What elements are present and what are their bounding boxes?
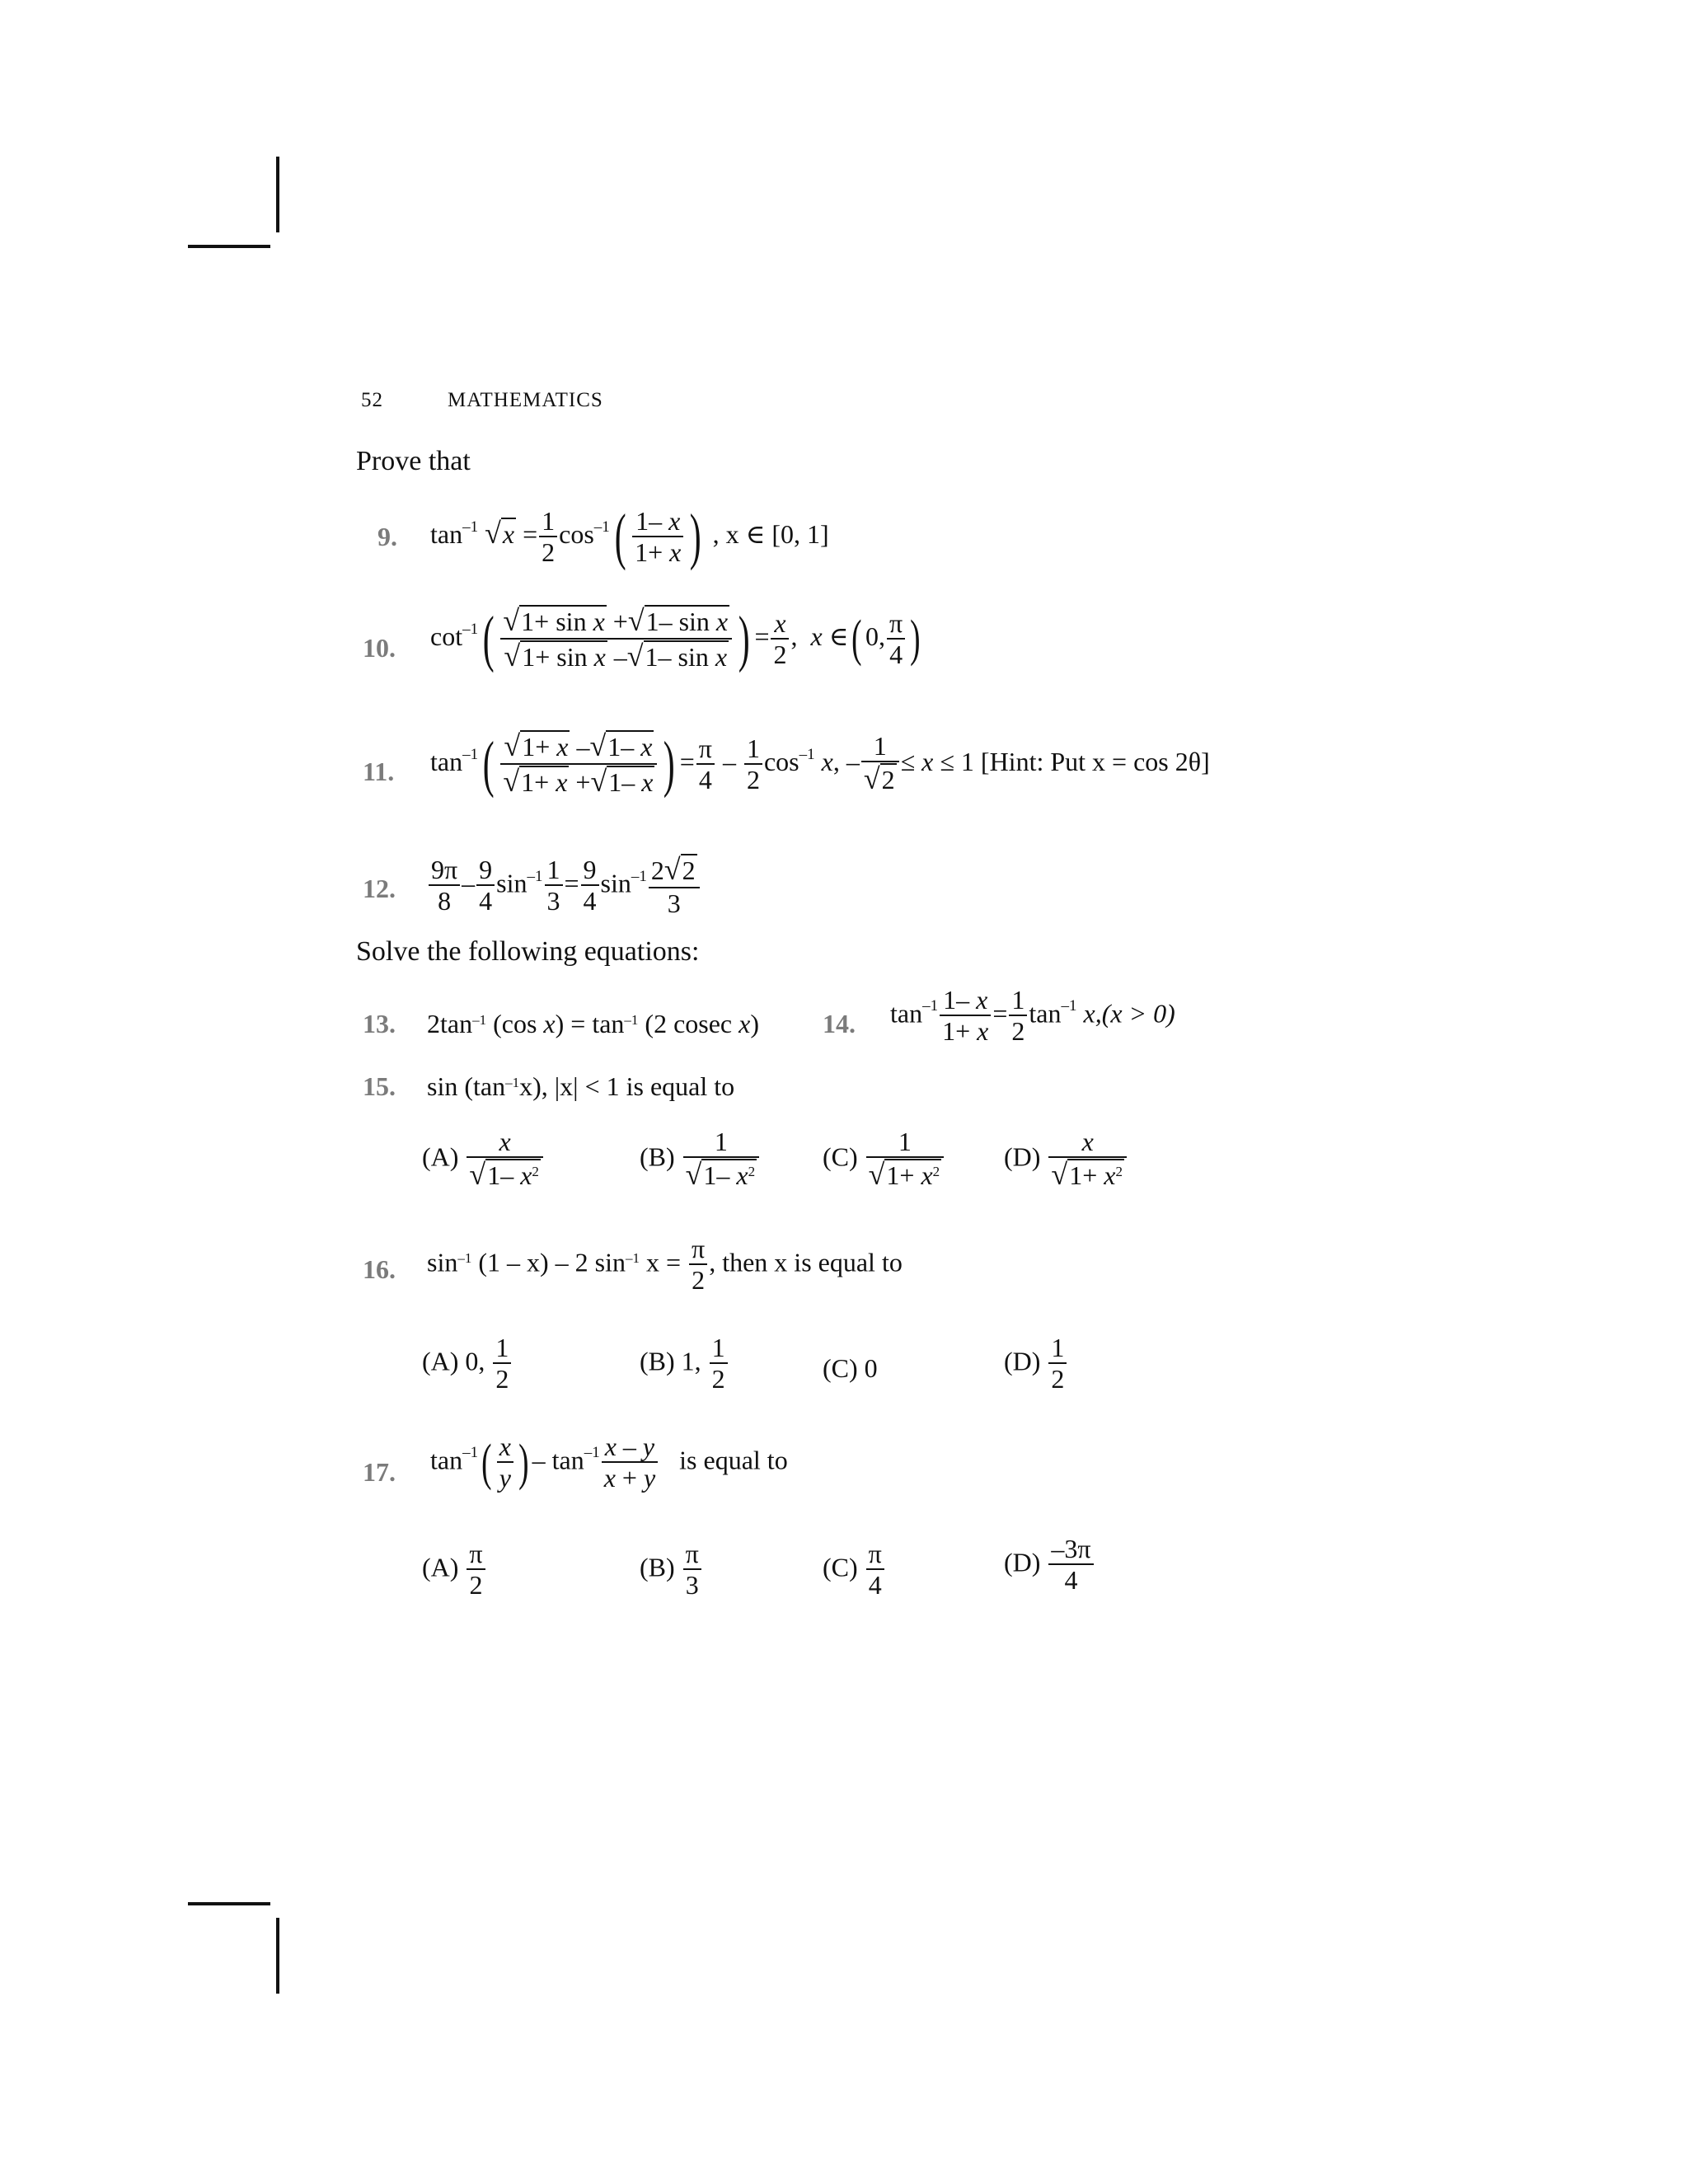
q17-option-a[interactable]: (A) $\frac{\pi}{2}$ bbox=[422, 1540, 487, 1601]
question-11-hint: [Hint: Put x = cos 2θ] bbox=[980, 746, 1210, 776]
question-11-expression: $\tan^{-1}$( $\frac{√1+ x -√1- x}{√1+ x +√1- x}$ ) = $\frac{\pi}{4}$ – $\frac{1}{2}$ $\cos^{-1} x$, – $\frac{1}{√2}$ ≤ x ≤ 1 [Hint: Put x = cos 2θ] bbox=[430, 729, 1210, 799]
q16-option-a[interactable]: (A) 0, $\frac{1}{2}$ bbox=[422, 1333, 513, 1394]
question-15-expression: $\sin (\tan^{-1}x)$, |x| < 1 is equal to bbox=[427, 1071, 735, 1101]
section-prove-heading: Prove that bbox=[356, 446, 471, 476]
q15-option-c[interactable]: (C) $\frac{1}{√1+ x^2}$ bbox=[823, 1127, 945, 1193]
page-number: 52 bbox=[361, 389, 383, 411]
crop-mark-bottom-vertical bbox=[276, 1918, 279, 1994]
crop-mark-top-horizontal bbox=[188, 245, 270, 248]
question-number-9: 9. bbox=[377, 522, 397, 551]
q15-option-a[interactable]: (A) $\frac{x}{√1- x^2}$ bbox=[422, 1127, 545, 1193]
q15-option-b[interactable]: (B) $\frac{1}{√1- x^2}$ bbox=[640, 1127, 761, 1193]
q17-option-c[interactable]: (C) $\frac{\pi}{4}$ bbox=[823, 1540, 886, 1601]
page-subject: MATHEMATICS bbox=[448, 389, 603, 411]
q16-option-b[interactable]: (B) 1, $\frac{1}{2}$ bbox=[640, 1333, 729, 1394]
question-10-expression: $\cot^{-1}$( $\frac{\text{√1+ sin x +√1– sin x}}{\text{√1+ sin x –√1– sin x}}$ ) = $\frac{x}{2}$ , x ∈( 0, $\frac{\pi}{4}$ ) bbox=[430, 604, 921, 673]
question-number-13: 13. bbox=[363, 1009, 396, 1038]
q17-option-b[interactable]: (B) $\frac{\pi}{3}$ bbox=[640, 1540, 703, 1601]
question-13-expression: $2\tan^{-1}$ (cos $x) = \tan^{-1} (2$ cosec x) bbox=[427, 1009, 759, 1038]
section-solve-heading: Solve the following equations: bbox=[356, 936, 700, 967]
question-17-tail: is equal to bbox=[679, 1445, 788, 1475]
q17-option-d[interactable]: (D) $\frac{-3\pi}{4}$ bbox=[1004, 1535, 1095, 1596]
question-14-tail: x,(x > 0) bbox=[1083, 998, 1175, 1029]
question-number-15: 15. bbox=[363, 1071, 396, 1101]
question-9-domain: , x ∈ [0, 1] bbox=[712, 518, 829, 549]
q16-option-d[interactable]: (D) $\frac{1}{2}$ bbox=[1004, 1333, 1068, 1394]
question-12-expression: $\frac{9\pi}{8}$ – $\frac{9}{4}$ $\sin^{-1}$ $\frac{1}{3}$ = $\frac{9}{4}$ $\sin^{-1}$ $\frac{2√2}{3}$ bbox=[427, 854, 701, 918]
question-number-16: 16. bbox=[363, 1254, 396, 1284]
question-16-expression: $\sin^{-1} (1 - x) - 2$ $\sin^{-1} x$ = $\frac{\pi}{2}$ , then x is equal to bbox=[427, 1234, 903, 1296]
question-number-12: 12. bbox=[363, 874, 396, 903]
question-number-14: 14. bbox=[823, 1009, 856, 1038]
q16-option-c[interactable]: (C) 0 bbox=[823, 1353, 878, 1383]
crop-mark-top-vertical bbox=[276, 157, 279, 232]
q15-option-d[interactable]: (D) $\frac{x}{√1+ x^2}$ bbox=[1004, 1127, 1128, 1193]
question-17-expression: $\tan^{-1}$( $\frac{x}{y}$ ) – $\tan^{-1}$ $\frac{x - y}{x + y}$ is equal to bbox=[430, 1432, 788, 1493]
question-number-11: 11. bbox=[363, 757, 395, 786]
question-14-expression: $\tan^{-1}$ $\frac{1- x}{1+ x}$ = $\frac{1}{2}$ $\tan^{-1} x,(x > 0)$ bbox=[890, 985, 1175, 1047]
crop-mark-bottom-horizontal bbox=[188, 1902, 270, 1905]
question-9-expression: $\tan^{-1} √x$ = $\frac{1}{2}$ $\cos^{-1}$( $\frac{1- x}{1+ x}$ ) , x ∈ [0, 1] bbox=[430, 502, 829, 571]
question-number-10: 10. bbox=[363, 633, 396, 663]
question-10-domain: x ∈ bbox=[810, 621, 849, 651]
question-number-17: 17. bbox=[363, 1457, 396, 1487]
